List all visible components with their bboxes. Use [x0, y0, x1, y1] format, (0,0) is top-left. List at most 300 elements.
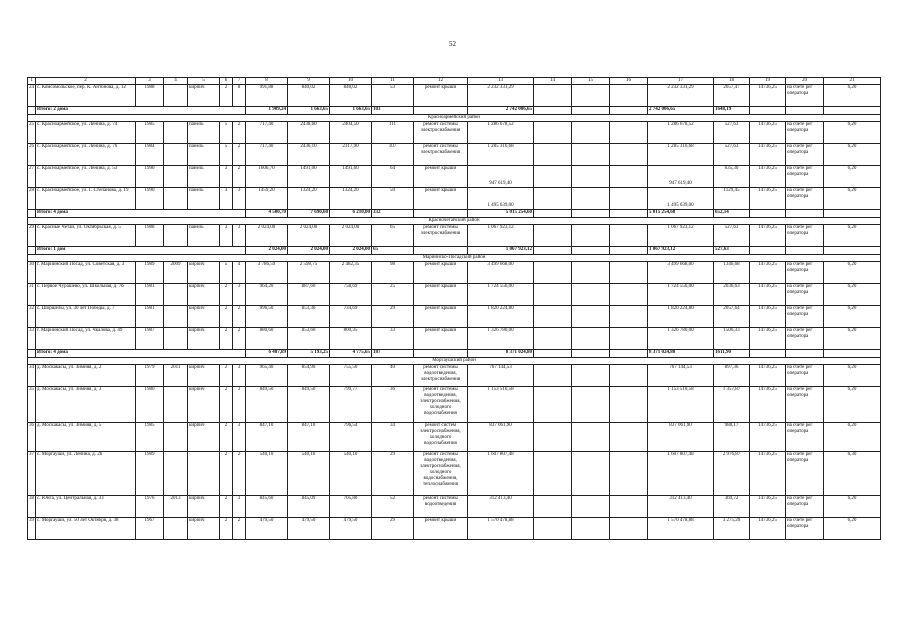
empty-cell — [572, 247, 610, 255]
fund-account-cell: на счете рег оператора — [786, 387, 824, 423]
unit-cost-cell: 1129,45 — [714, 188, 750, 210]
fund-cell — [534, 188, 572, 210]
wall-material-cell: кирпич — [188, 387, 220, 423]
unit-cost-cell: 897,36 — [714, 365, 750, 387]
wall-material-cell — [188, 452, 220, 496]
fund-cell — [572, 387, 610, 423]
repair-type-cell: ремонт крыши — [414, 85, 468, 107]
unit-cost-cell: 1506,33 — [714, 328, 750, 350]
living-area-cell: 2 598,75 — [288, 262, 330, 284]
residents-cell: 50 — [372, 188, 414, 210]
wall-material-cell: кирпич — [188, 85, 220, 107]
contribution-cell: 6,20 — [824, 387, 881, 423]
repair-cost-cell: 312 413,40 — [468, 496, 534, 518]
entrances-cell: 3 — [233, 284, 246, 306]
column-number: 10 — [330, 78, 372, 85]
contribution-cell: 6,20 — [824, 85, 881, 107]
repair-type-cell: ремонт крыши — [414, 518, 468, 540]
total-area-cell: 845,60 — [246, 496, 288, 518]
fund-cell — [610, 452, 648, 496]
owner-funds-cell: 1 724 556,00 — [648, 284, 714, 306]
column-number: 12 — [414, 78, 468, 85]
total-area-cell: 479,50 — [246, 518, 288, 540]
address-cell: с. Красные Четаи, ул. Октябрьская, д. 5 — [36, 225, 136, 247]
entrances-cell: 2 — [233, 144, 246, 166]
entrances-cell: 3 — [233, 225, 246, 247]
entrances-cell: 2 — [233, 166, 246, 188]
column-number: 19 — [750, 78, 786, 85]
fund-cell — [610, 365, 648, 387]
empty-cell — [572, 210, 610, 218]
column-number: 14 — [534, 78, 572, 85]
address-cell: с. Моргауши, ул. 50 лет Октября, д. 38 — [36, 518, 136, 540]
residents-cell: 36 — [372, 387, 414, 423]
total-area-cell: 3 786,59 — [246, 262, 288, 284]
renovation-year-cell: 2011 — [164, 365, 188, 387]
fund-account-cell: на счете рег оператора — [786, 225, 824, 247]
fund-account-cell: на счете рег оператора — [786, 284, 824, 306]
column-number: 6 — [220, 78, 233, 85]
fund-cell — [610, 496, 648, 518]
empty-cell — [824, 210, 881, 218]
empty-cell — [414, 247, 468, 255]
address-cell: г. Мариинский Посад, ул. Советская, д. 3 — [36, 262, 136, 284]
repair-type-cell: ремонт системы электроснабжения — [414, 144, 468, 166]
build-year-cell: 1985 — [136, 423, 164, 452]
fund-cell — [534, 518, 572, 540]
repair-cost-cell: 2 232 331,29 — [468, 85, 534, 107]
fund-cell — [572, 188, 610, 210]
contribution-cell: 6,20 — [824, 306, 881, 328]
housing-repair-registry-table — [27, 77, 881, 540]
fund-cell — [534, 452, 572, 496]
fund-account-cell: на счете рег оператора — [786, 306, 824, 328]
living-area-cell: 840,02 — [288, 85, 330, 107]
total-cost-cell: 2 742 006,65 — [468, 107, 534, 115]
limit-cost-cell: 14736,25 — [750, 496, 786, 518]
row-number-cell: 38 — [28, 496, 36, 518]
address-cell: с. Красноармейское, ул. Ленина, д. 53 — [36, 166, 136, 188]
repair-cost-cell: 767 144,53 — [468, 365, 534, 387]
repair-cost-cell: 1 495 639,00 — [468, 188, 534, 210]
fund-cell — [534, 122, 572, 144]
owner-funds-cell: 1 067 923,12 — [648, 225, 714, 247]
empty-cell — [610, 247, 648, 255]
column-number: 21 — [824, 78, 881, 85]
district-header-row — [28, 115, 881, 122]
residents-cell: 98 — [372, 262, 414, 284]
owned-area-cell: 2317,90 — [330, 144, 372, 166]
fund-cell — [610, 423, 648, 452]
total-unit-cost-cell: 1648,19 — [714, 107, 750, 115]
limit-cost-cell: 14736,25 — [750, 452, 786, 496]
wall-material-cell: кирпич — [188, 262, 220, 284]
floors-cell: 2 — [220, 496, 233, 518]
entrances-cell: 3 — [233, 365, 246, 387]
total-cost-cell: 2 742 006,65 — [648, 107, 714, 115]
row-number-cell: 29 — [28, 225, 36, 247]
total-area-cell: 849,50 — [246, 387, 288, 423]
build-year-cell: 1967 — [136, 518, 164, 540]
living-area-cell: 849,50 — [288, 387, 330, 423]
address-cell: с. Шоршелы, ул. 30 лет Победы, д. 7 — [36, 306, 136, 328]
residents-cell: 29 — [372, 306, 414, 328]
residents-cell: 52 — [372, 496, 414, 518]
fund-cell — [610, 188, 648, 210]
owner-funds-cell: 2 232 331,29 — [648, 85, 714, 107]
wall-material-cell: панель — [188, 144, 220, 166]
owner-funds-cell: 947 619,40 — [648, 166, 714, 188]
renovation-year-cell — [164, 284, 188, 306]
contribution-cell: 6,30 — [824, 452, 881, 496]
repair-cost-cell: 1 067 923,12 — [468, 225, 534, 247]
empty-cell — [414, 350, 468, 358]
empty-cell — [824, 247, 881, 255]
owner-funds-cell: 1 607 807,48 — [648, 452, 714, 496]
repair-type-cell: ремонт системы водоотведения, электроснабжения, холодного водоснабжения, теплоснабжения — [414, 452, 468, 496]
renovation-year-cell — [164, 166, 188, 188]
contribution-cell: 6,20 — [824, 166, 881, 188]
table-row — [28, 423, 881, 452]
limit-cost-cell: 14736,25 — [750, 387, 786, 423]
empty-cell — [414, 210, 468, 218]
residents-cell: 65 — [372, 225, 414, 247]
owner-funds-cell: 767 144,53 — [648, 365, 714, 387]
wall-material-cell: кирпич — [188, 518, 220, 540]
subtotal-label: Итого: 4 дома — [36, 210, 246, 218]
fund-cell — [534, 166, 572, 188]
subtotal-spacer — [28, 247, 36, 255]
fund-cell — [572, 284, 610, 306]
address-cell: д. Москакасы, ул. Зимняя, д. 3 — [36, 387, 136, 423]
empty-cell — [786, 247, 824, 255]
fund-account-cell: на счете рег оператора — [786, 423, 824, 452]
district-header-row — [28, 358, 881, 365]
subtotal-spacer — [28, 350, 36, 358]
fund-account-cell: на счете рег оператора — [786, 452, 824, 496]
fund-cell — [534, 225, 572, 247]
residents-cell: 25 — [372, 284, 414, 306]
entrances-cell: 2 — [233, 452, 246, 496]
fund-cell — [572, 262, 610, 284]
unit-cost-cell: 2036,63 — [714, 284, 750, 306]
owned-area-cell: 1324,20 — [330, 188, 372, 210]
renovation-year-cell — [164, 306, 188, 328]
district-name: Моргаушский район — [28, 358, 881, 365]
total-unit-cost-cell: 1611,90 — [714, 350, 750, 358]
unit-cost-cell: 527,63 — [714, 122, 750, 144]
row-number-cell: 27 — [28, 166, 36, 188]
floors-cell: 5 — [220, 262, 233, 284]
column-number: 1 — [28, 78, 36, 85]
table-row — [28, 452, 881, 496]
contribution-cell: 6,20 — [824, 188, 881, 210]
residents-cell: 111 — [372, 122, 414, 144]
unit-cost-cell: 1346,68 — [714, 262, 750, 284]
fund-cell — [534, 144, 572, 166]
district-header-row — [28, 218, 881, 225]
empty-cell — [750, 107, 786, 115]
renovation-year-cell: 2009 — [164, 262, 188, 284]
fund-cell — [534, 284, 572, 306]
fund-account-cell: на счете рег оператора — [786, 144, 824, 166]
limit-cost-cell: 14736,25 — [750, 188, 786, 210]
fund-cell — [572, 166, 610, 188]
subtotal-label: Итого: 4 дома — [36, 350, 246, 358]
table-row — [28, 328, 881, 350]
fund-account-cell: на счете рег оператора — [786, 496, 824, 518]
build-year-cell: 1989 — [136, 262, 164, 284]
row-number-cell: 26 — [28, 144, 36, 166]
repair-cost-cell: 1 153 510,58 — [468, 387, 534, 423]
column-number: 4 — [164, 78, 188, 85]
contribution-cell: 6,20 — [824, 423, 881, 452]
owned-area-cell: 800,35 — [330, 328, 372, 350]
total-cost-cell: 5 015 254,60 — [468, 210, 534, 218]
subtotal-spacer — [28, 107, 36, 115]
living-area-cell: 2436,10 — [288, 144, 330, 166]
table-row — [28, 387, 881, 423]
floors-cell: 3 — [220, 225, 233, 247]
total-area-cell: 4 775,65 — [330, 350, 372, 358]
fund-cell — [572, 306, 610, 328]
renovation-year-cell — [164, 452, 188, 496]
table-row — [28, 262, 881, 284]
owner-funds-cell: 1 326 780,00 — [648, 328, 714, 350]
repair-cost-cell: 1 286 678,52 — [468, 122, 534, 144]
build-year-cell: 1976 — [136, 496, 164, 518]
living-area-cell: 887,60 — [288, 284, 330, 306]
wall-material-cell: кирпич — [188, 365, 220, 387]
table-row — [28, 188, 881, 210]
district-name: Мариинско-Посадский район — [28, 255, 881, 262]
column-number: 5 — [188, 78, 220, 85]
owned-area-cell: 2 024,00 — [330, 225, 372, 247]
fund-cell — [610, 85, 648, 107]
wall-material-cell: панель — [188, 122, 220, 144]
repair-cost-cell: 1 820 224,80 — [468, 306, 534, 328]
column-number: 7 — [233, 78, 246, 85]
living-area-cell: 479,50 — [288, 518, 330, 540]
empty-cell — [824, 350, 881, 358]
empty-cell — [750, 210, 786, 218]
empty-cell — [572, 350, 610, 358]
unit-cost-cell: 527,63 — [714, 144, 750, 166]
table-row — [28, 85, 881, 107]
fund-cell — [572, 452, 610, 496]
wall-material-cell: панель — [188, 166, 220, 188]
empty-cell — [610, 107, 648, 115]
wall-material-cell: кирпич — [188, 328, 220, 350]
entrances-cell: 2 — [233, 518, 246, 540]
column-number: 11 — [372, 78, 414, 85]
row-number-cell: 31 — [28, 284, 36, 306]
repair-type-cell: ремонт систем электроснабжения, холодного водоснабжения — [414, 423, 468, 452]
repair-cost-cell: 1 570 478,88 — [468, 518, 534, 540]
empty-cell — [610, 210, 648, 218]
renovation-year-cell — [164, 423, 188, 452]
floors-cell: 2 — [220, 423, 233, 452]
owned-area-cell: 755,50 — [330, 365, 372, 387]
floors-cell: 5 — [220, 144, 233, 166]
table-body — [28, 78, 881, 540]
limit-cost-cell: 14736,25 — [750, 423, 786, 452]
living-area-cell: 1324,20 — [288, 188, 330, 210]
total-area-cell: 996,50 — [246, 306, 288, 328]
total-area-cell: 717,40 — [246, 122, 288, 144]
total-residents-cell: 65 — [372, 247, 414, 255]
repair-cost-cell: 837 061,90 — [468, 423, 534, 452]
wall-material-cell: кирпич — [188, 496, 220, 518]
row-number-cell: 34 — [28, 365, 36, 387]
column-number: 3 — [136, 78, 164, 85]
residents-cell: 33 — [372, 328, 414, 350]
fund-cell — [572, 85, 610, 107]
renovation-year-cell — [164, 188, 188, 210]
fund-account-cell: на счете рег оператора — [786, 85, 824, 107]
build-year-cell: 1980 — [136, 387, 164, 423]
renovation-year-cell — [164, 518, 188, 540]
address-cell: с. Моргауши, ул. Ленина, д. 26 — [36, 452, 136, 496]
empty-cell — [610, 350, 648, 358]
living-area-cell: 1491,00 — [288, 166, 330, 188]
fund-cell — [610, 166, 648, 188]
owner-funds-cell: 837 061,90 — [648, 423, 714, 452]
repair-cost-cell: 1 326 780,00 — [468, 328, 534, 350]
column-number: 18 — [714, 78, 750, 85]
renovation-year-cell — [164, 328, 188, 350]
contribution-cell: 6,20 — [824, 144, 881, 166]
fund-account-cell: на счете рег оператора — [786, 262, 824, 284]
fund-cell — [572, 225, 610, 247]
table-row — [28, 518, 881, 540]
row-number-cell: 32 — [28, 306, 36, 328]
repair-type-cell: ремонт системы водоотведения, электроснабжения — [414, 365, 468, 387]
unit-cost-cell: 2657,47 — [714, 85, 750, 107]
empty-cell — [786, 210, 824, 218]
fund-cell — [610, 144, 648, 166]
fund-cell — [572, 328, 610, 350]
floors-cell: 2 — [220, 387, 233, 423]
total-area-cell: 880,60 — [246, 328, 288, 350]
floors-cell: 2 — [220, 328, 233, 350]
build-year-cell: 1988 — [136, 85, 164, 107]
total-area-cell: 991,88 — [246, 85, 288, 107]
repair-type-cell: ремонт крыши — [414, 306, 468, 328]
limit-cost-cell: 14736,25 — [750, 284, 786, 306]
owned-area-cell: 840,02 — [330, 85, 372, 107]
fund-account-cell: на счете рег оператора — [786, 518, 824, 540]
total-residents-cell: 187 — [372, 350, 414, 358]
column-number: 20 — [786, 78, 824, 85]
build-year-cell: 1984 — [136, 144, 164, 166]
renovation-year-cell — [164, 122, 188, 144]
owned-area-cell: 2404,50 — [330, 122, 372, 144]
unit-cost-cell: 369,72 — [714, 496, 750, 518]
total-residents-cell: 332 — [372, 210, 414, 218]
owner-funds-cell: 3 499 668,00 — [648, 262, 714, 284]
floors-cell: 3 — [220, 166, 233, 188]
residents-cell: 40 — [372, 365, 414, 387]
subtotal-label: Итого: 2 дома — [36, 107, 246, 115]
renovation-year-cell — [164, 387, 188, 423]
empty-cell — [534, 107, 572, 115]
subtotal-row — [28, 210, 881, 218]
wall-material-cell: кирпич — [188, 423, 220, 452]
owned-area-cell: 758,69 — [330, 284, 372, 306]
living-area-cell: 847,10 — [288, 423, 330, 452]
empty-cell — [534, 247, 572, 255]
fund-cell — [610, 284, 648, 306]
fund-cell — [572, 423, 610, 452]
unit-cost-cell: 2057,64 — [714, 306, 750, 328]
total-area-cell: 1 663,65 — [330, 107, 372, 115]
fund-cell — [572, 496, 610, 518]
page-number: 52 — [449, 40, 456, 48]
living-area-cell: 2438,60 — [288, 122, 330, 144]
limit-cost-cell: 14736,25 — [750, 225, 786, 247]
address-cell: с. Красноармейское, ул. Ленина, д. 74 — [36, 122, 136, 144]
living-area-cell: 853,30 — [288, 306, 330, 328]
fund-cell — [534, 85, 572, 107]
subtotal-row — [28, 107, 881, 115]
repair-cost-cell: 1 607 807,48 — [468, 452, 534, 496]
contribution-cell: 6,20 — [824, 225, 881, 247]
total-area-cell: 2 024,00 — [288, 247, 330, 255]
empty-cell — [572, 107, 610, 115]
floors-cell: 5 — [220, 122, 233, 144]
table-row — [28, 365, 881, 387]
column-number: 17 — [648, 78, 714, 85]
floors-cell: 2 — [220, 452, 233, 496]
total-unit-cost-cell: 652,14 — [714, 210, 750, 218]
total-area-cell: 1 663,65 — [288, 107, 330, 115]
table-row — [28, 496, 881, 518]
empty-cell — [534, 210, 572, 218]
fund-cell — [572, 518, 610, 540]
total-area-cell: 540,10 — [246, 452, 288, 496]
owned-area-cell: 479,50 — [330, 518, 372, 540]
floors-cell: 3 — [220, 188, 233, 210]
total-area-cell: 1459,20 — [246, 188, 288, 210]
entrances-cell: 4 — [233, 262, 246, 284]
owner-funds-cell: 1 570 478,88 — [648, 518, 714, 540]
floors-cell: 2 — [220, 518, 233, 540]
living-area-cell: 854,90 — [288, 365, 330, 387]
column-number-row — [28, 78, 881, 85]
repair-type-cell: ремонт крыши — [414, 166, 468, 188]
limit-cost-cell: 14736,25 — [750, 85, 786, 107]
contribution-cell: 6,20 — [824, 365, 881, 387]
owner-funds-cell: 1 495 639,00 — [648, 188, 714, 210]
entrances-cell: 8 — [233, 85, 246, 107]
floors-cell: 2 — [220, 284, 233, 306]
floors-cell: 2 — [220, 365, 233, 387]
total-area-cell: 847,10 — [246, 423, 288, 452]
entrances-cell: 3 — [233, 387, 246, 423]
owned-area-cell: 2 482,35 — [330, 262, 372, 284]
empty-cell — [414, 107, 468, 115]
wall-material-cell: кирпич — [188, 284, 220, 306]
address-cell: с. Красноармейское, ул. Ленина, д. 76 — [36, 144, 136, 166]
residents-cell: 29 — [372, 518, 414, 540]
unit-cost-cell: 1 357,87 — [714, 387, 750, 423]
total-area-cell: 717,40 — [246, 144, 288, 166]
limit-cost-cell: 14736,25 — [750, 144, 786, 166]
total-unit-cost-cell: 527,63 — [714, 247, 750, 255]
column-number: 9 — [288, 78, 330, 85]
owner-funds-cell: 1 820 224,80 — [648, 306, 714, 328]
